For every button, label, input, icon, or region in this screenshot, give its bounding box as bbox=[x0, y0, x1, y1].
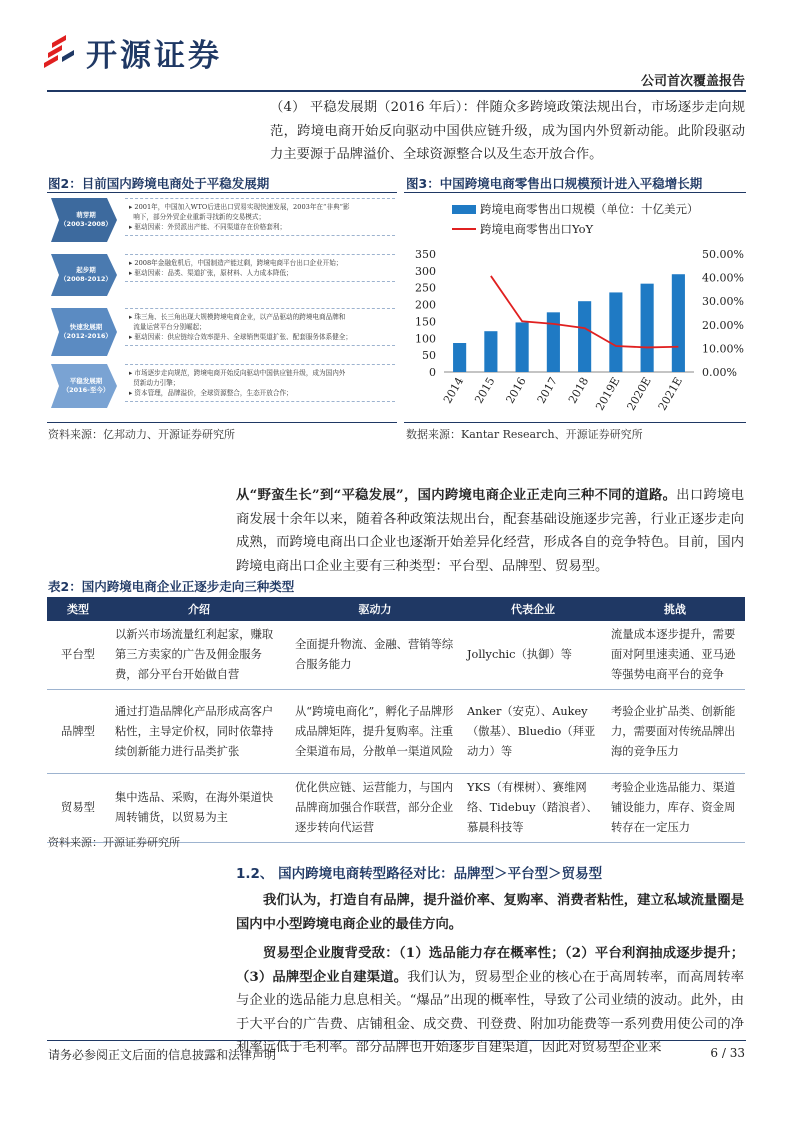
stage-line: ▸ 驱动因素：品类、渠道扩张，原材料、人力成本降低； bbox=[129, 269, 293, 277]
bar bbox=[578, 301, 591, 372]
body-paragraph-1-text: 出口跨境电商发展十余年以来，随着各种政策法规出台，配套基础设施逐步完善，行业正逐步走向成熟，而跨境电商出口企业也逐渐开始差异化经营，形成各自的竞争特色。目前，国内跨境电商出口企业主要有三种类型：平台型、品牌型、贸易型。 bbox=[236, 488, 744, 574]
footer-rule bbox=[47, 1040, 746, 1041]
bar bbox=[609, 292, 622, 372]
y-left-tick-label: 50 bbox=[422, 349, 436, 363]
stage-line: ▸ 资本管理，品牌溢价，全球资源整合，生态开放合作； bbox=[129, 389, 293, 397]
y-right-tick-label: 40.00% bbox=[702, 271, 744, 285]
stage-description bbox=[125, 198, 395, 236]
figure3-rule bbox=[404, 192, 746, 193]
table-cell: 优化供应链、运营能力，与国内品牌商加强合作联营，部分企业逐步转向代运营 bbox=[289, 774, 461, 843]
table-cell: 全面提升物流、金融、营销等综合服务能力 bbox=[289, 621, 461, 690]
table2-header: 类型 bbox=[47, 597, 109, 621]
stage-label bbox=[57, 254, 115, 296]
x-tick-label: 2018 bbox=[565, 375, 592, 406]
bar bbox=[641, 284, 654, 372]
stage-years: （2016-至今） bbox=[62, 386, 110, 394]
figure3-bottom-rule bbox=[404, 422, 746, 423]
page-number: 6 / 33 bbox=[710, 1046, 745, 1060]
stage-line: ▸ 珠三角、长三角出现大规模跨境电商企业，以产品驱动的跨境电商品牌和 bbox=[129, 313, 346, 321]
bar bbox=[547, 312, 560, 372]
stage-years: （2012-2016） bbox=[60, 332, 112, 340]
table-cell: Jollychic（执御）等 bbox=[461, 621, 605, 690]
x-tick-label: 2019E bbox=[593, 375, 623, 413]
x-tick-label: 2014 bbox=[440, 375, 467, 406]
legend-line-label: 跨境电商零售出口YoY bbox=[480, 222, 594, 236]
y-left-tick-label: 150 bbox=[415, 315, 436, 329]
figure2-bottom-rule bbox=[47, 422, 397, 423]
table-row bbox=[47, 621, 745, 690]
stage-line: ▸ 驱动因素：供应链综合效率提升、全球销售渠道扩张、配套服务体系健全； bbox=[129, 333, 352, 341]
table2-header: 介绍 bbox=[109, 597, 289, 621]
table-cell: 流量成本逐步提升，需要面对阿里速卖通、亚马逊等强势电商平台的竞争 bbox=[605, 621, 745, 690]
bar bbox=[672, 274, 685, 372]
table-cell: 从“跨境电商化”，孵化子品牌形成品牌矩阵，提升复购率。注重全渠道布局，分散单一渠道风险 bbox=[289, 690, 461, 774]
y-right-tick-label: 20.00% bbox=[702, 318, 744, 332]
bar bbox=[484, 331, 497, 372]
y-left-tick-label: 250 bbox=[415, 281, 436, 295]
legend-bar-label: 跨境电商零售出口规模（单位：十亿美元） bbox=[480, 202, 699, 216]
table-cell: Anker（安克）、Aukey（傲基）、Bluedio（拜亚动力）等 bbox=[461, 690, 605, 774]
report-type: 公司首次覆盖报告 bbox=[640, 74, 745, 89]
stage-chevron bbox=[51, 198, 117, 242]
bar bbox=[453, 343, 466, 372]
section-title: 1.2、 国内跨境电商转型路径对比：品牌型＞平台型＞贸易型 bbox=[236, 866, 603, 882]
stage-label bbox=[57, 364, 115, 408]
x-tick-label: 2017 bbox=[534, 375, 560, 406]
y-left-tick-label: 200 bbox=[415, 298, 436, 312]
stage-name: 萌芽期 bbox=[76, 211, 96, 219]
table-row bbox=[47, 690, 745, 774]
legend-bar-swatch bbox=[452, 205, 476, 214]
footer-disclaimer: 请务必参阅正文后面的信息披露和法律声明 bbox=[48, 1048, 277, 1062]
figure2-title: 图2：目前国内跨境电商处于平稳发展期 bbox=[48, 176, 270, 191]
table2-header-row bbox=[47, 597, 745, 621]
table2-grid bbox=[47, 597, 745, 843]
logo-mark-icon bbox=[40, 33, 78, 71]
table-cell: 贸易型 bbox=[47, 774, 109, 843]
table-cell: 品牌型 bbox=[47, 690, 109, 774]
table2-source: 资料来源：开源证券研究所 bbox=[48, 836, 180, 849]
stage-chevron bbox=[51, 308, 117, 356]
table-row bbox=[47, 774, 745, 843]
bar-line-chart bbox=[404, 196, 746, 418]
section-paragraph-2 bbox=[236, 942, 744, 1060]
figure3-title: 图3：中国跨境电商零售出口规模预计进入平稳增长期 bbox=[406, 176, 703, 191]
stage-line: ▸ 2008年金融危机后，中国制造产能过剩，跨境电商平台出口企业开始； bbox=[129, 259, 343, 267]
intro-paragraph: （4） 平稳发展期（2016 年后）：伴随众多跨境政策法规出台，市场逐步走向规范，跨境电商开始反向驱动中国供应链升级，成为国内外贸新动能。此阶段驱动力主要源于品牌溢价、全球资源整合以及生态开放合作。 bbox=[270, 100, 745, 162]
table-cell: 考验企业选品能力、渠道铺设能力，库存、资金周转存在一定压力 bbox=[605, 774, 745, 843]
header-rule bbox=[47, 90, 746, 92]
stage-line: 流量运营平台分别崛起； bbox=[129, 323, 206, 331]
y-left-tick-label: 0 bbox=[429, 366, 436, 379]
figure2-rule bbox=[47, 192, 397, 193]
x-tick-label: 2015 bbox=[472, 375, 498, 406]
y-right-tick-label: 10.00% bbox=[702, 342, 744, 356]
stage-description bbox=[125, 308, 395, 346]
stage-line: ▸ 市场逐步走向规范，跨境电商开始反向驱动中国供应链升级，成为国内外 bbox=[129, 369, 346, 377]
y-right-tick-label: 0.00% bbox=[702, 366, 737, 379]
stage-line: ▸ 2001年，中国加入WTO后进出口贸易实现快速发展，2003年在“非典”影 bbox=[129, 203, 350, 211]
y-left-tick-label: 350 bbox=[415, 248, 436, 261]
table-cell: 平台型 bbox=[47, 621, 109, 690]
stage-years: （2003-2008） bbox=[60, 220, 112, 228]
section-paragraph-2-text: 我们认为，贸易型企业的核心在于高周转率，而高周转率与企业的选品能力息息相关。“爆品”出现的概率性，导致了公司业绩的波动。此外，由于大平台的广告费、店铺租金、成交费、刊登费、附加功能费等一系列费用使公司的净利率远低于毛利率。部分品牌也开始逐步自建渠道，因此对贸易型企业来 bbox=[236, 969, 744, 1055]
table2-title: 表2：国内跨境电商企业正逐步走向三种类型 bbox=[48, 579, 295, 594]
figure3-chart bbox=[404, 196, 746, 418]
table2 bbox=[47, 597, 745, 843]
table-cell: 考验企业扩品类、创新能力，需要面对传统品牌出海的竞争压力 bbox=[605, 690, 745, 774]
section-paragraph-2-lead: 贸易型企业腹背受敌：（1）选品能力存在概率性；（2）平台利润抽成逐步提升；（3）品牌型企业自建渠道。 bbox=[236, 946, 744, 985]
x-tick-label: 2021E bbox=[655, 375, 685, 413]
bar bbox=[516, 322, 529, 372]
stage-label bbox=[57, 198, 115, 242]
stage-description bbox=[125, 254, 395, 282]
stage-chevron bbox=[51, 254, 117, 296]
figure3-source: 数据来源：Kantar Research、开源证券研究所 bbox=[406, 428, 643, 441]
body-paragraph-1 bbox=[236, 484, 744, 578]
logo-text: 开源证券 bbox=[86, 37, 222, 74]
y-right-tick-label: 50.00% bbox=[702, 248, 744, 261]
figure2-stages bbox=[47, 196, 397, 414]
x-tick-label: 2016 bbox=[503, 375, 529, 406]
stage-name: 起步期 bbox=[76, 266, 96, 274]
y-left-tick-label: 300 bbox=[415, 264, 436, 278]
section-paragraph-1: 我们认为，打造自有品牌，提升溢价率、复购率、消费者粘性，建立私域流量圈是国内中小型跨境电商企业的最佳方向。 bbox=[236, 893, 744, 932]
stage-name: 平稳发展期 bbox=[69, 377, 103, 385]
y-right-tick-label: 30.00% bbox=[702, 295, 744, 309]
stage-description bbox=[125, 364, 395, 402]
body-paragraph-1-lead: 从“野蛮生长”到“平稳发展”，国内跨境电商企业正走向三种不同的道路。 bbox=[236, 488, 677, 503]
table-cell: YKS（有棵树）、赛维网络、Tidebuy（踏浪者）、慕晨科技等 bbox=[461, 774, 605, 843]
table2-header: 代表企业 bbox=[461, 597, 605, 621]
table-cell: 集中选品、采购，在海外渠道快周转铺货，以贸易为主 bbox=[109, 774, 289, 843]
stage-years: （2008-2012） bbox=[60, 275, 112, 283]
x-tick-label: 2020E bbox=[624, 375, 654, 413]
table2-header: 驱动力 bbox=[289, 597, 461, 621]
table-cell: 以新兴市场流量红利起家，赚取第三方卖家的广告及佣金服务费，部分平台开始做自营 bbox=[109, 621, 289, 690]
logo bbox=[40, 30, 222, 74]
table-cell: 通过打造品牌化产品形成高客户粘性，主导定价权，同时依靠持续创新能力进行品类扩张 bbox=[109, 690, 289, 774]
table2-header: 挑战 bbox=[605, 597, 745, 621]
figure2-source: 资料来源：亿邦动力、开源证券研究所 bbox=[48, 428, 235, 441]
stage-line: 贸新动力引擎； bbox=[129, 379, 180, 387]
stage-line: ▸ 驱动因素：外贸派出产能、不同渠道存在价格套利； bbox=[129, 223, 287, 231]
stage-chevron bbox=[51, 364, 117, 408]
stage-name: 快速发展期 bbox=[69, 323, 103, 331]
y-left-tick-label: 100 bbox=[415, 332, 436, 346]
stage-label bbox=[57, 308, 115, 356]
stage-line: 响下，部分外贸企业重新寻找新的交易模式； bbox=[129, 213, 266, 221]
